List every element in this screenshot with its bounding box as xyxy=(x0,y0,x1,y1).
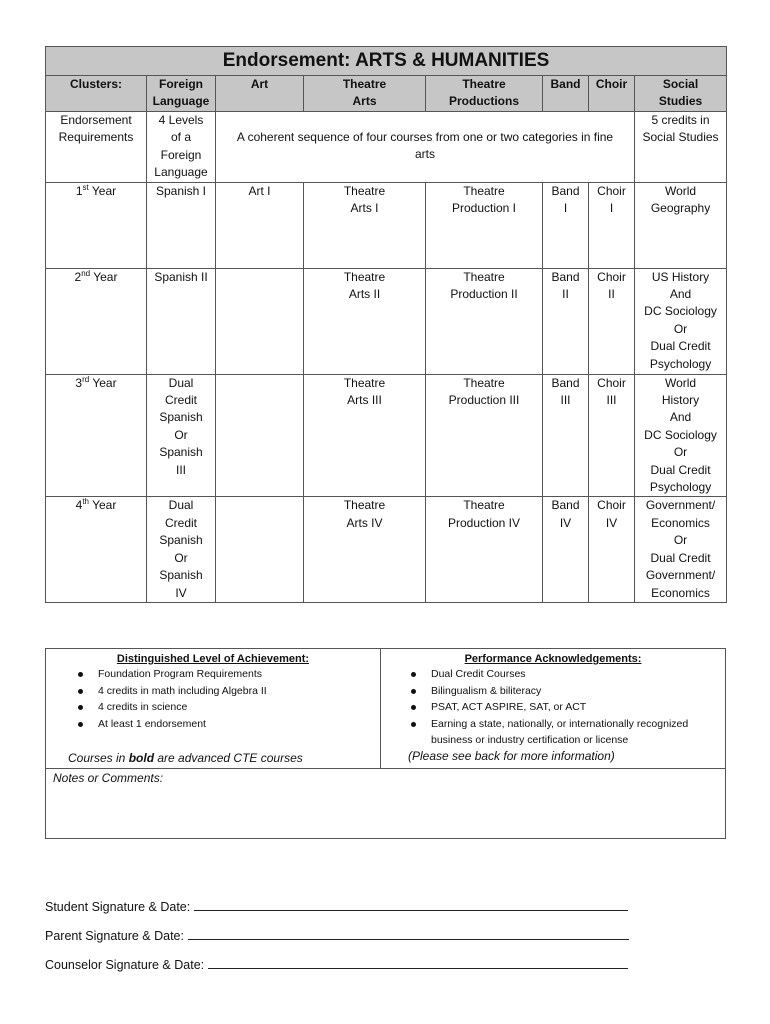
year-number: 3 xyxy=(75,375,83,390)
cell-line: And xyxy=(669,287,692,302)
year-art-cell xyxy=(216,374,304,497)
cell-line: World xyxy=(664,183,697,198)
cell-line: I xyxy=(609,201,614,216)
cell-line: Spanish xyxy=(159,533,203,548)
cell-line: And xyxy=(669,410,692,425)
list-item: Bilingualism & biliteracy xyxy=(381,683,725,700)
performance-list xyxy=(381,666,725,748)
cell-line: Economics xyxy=(651,585,710,600)
list-item: PSAT, ACT ASPIRE, SAT, or ACT xyxy=(381,699,725,716)
cell-line: Band xyxy=(551,498,580,513)
cell-line: I xyxy=(563,201,568,216)
cell-line: DC Sociology xyxy=(644,304,717,319)
cell-line: Spanish xyxy=(159,410,203,425)
cell-line: Or xyxy=(673,445,688,460)
header-choir xyxy=(589,76,635,112)
requirements-foreign-line: of a xyxy=(170,130,191,145)
year-row-3 xyxy=(46,374,727,497)
cell-line: III xyxy=(175,462,186,477)
performance-panel xyxy=(381,649,725,769)
requirements-label-line-2: Requirements xyxy=(58,130,134,145)
header-social-line-2: Studies xyxy=(658,94,703,109)
cell-line: World xyxy=(664,375,697,390)
cell-line: Production II xyxy=(450,287,518,302)
requirements-arts-line-1: A coherent sequence of four courses from one or two categories in fine xyxy=(236,130,614,144)
requirements-social-line: 5 credits in xyxy=(651,113,710,127)
cell-line: Choir xyxy=(597,183,626,198)
cell-line: Or xyxy=(174,427,188,442)
year-label xyxy=(46,268,147,374)
list-item: Foundation Program Requirements xyxy=(46,666,380,683)
cell-line: US History xyxy=(651,269,710,284)
year-social-studies-cell xyxy=(635,497,727,603)
cell-line: Arts IV xyxy=(346,515,383,530)
cell-line: Government/ xyxy=(645,498,716,513)
cte-note-pre: Courses in xyxy=(68,751,129,765)
cell-line: Or xyxy=(673,321,688,336)
requirements-fine-arts xyxy=(216,112,635,183)
year-choir-cell xyxy=(589,182,635,268)
year-choir-cell xyxy=(589,497,635,603)
cell-line: Spanish xyxy=(159,568,203,583)
cell-line: Spanish II xyxy=(154,269,208,284)
year-theatre-arts-cell xyxy=(304,182,426,268)
student-signature[interactable] xyxy=(45,899,628,914)
cell-line: Band xyxy=(551,375,580,390)
cell-line: II xyxy=(608,287,615,302)
achievement-box xyxy=(45,648,726,839)
year-word: Year xyxy=(90,269,118,284)
parent-signature-label: Parent Signature & Date: xyxy=(45,929,184,943)
year-foreign-cell xyxy=(147,182,216,268)
header-social-studies xyxy=(635,76,727,112)
year-row-2 xyxy=(46,268,727,374)
cell-line: Spanish xyxy=(159,445,203,460)
cell-line: Theatre xyxy=(343,269,386,284)
requirements-label xyxy=(46,112,147,183)
header-theatre-arts xyxy=(304,76,426,112)
header-theatre-prod-line-1: Theatre xyxy=(462,77,506,91)
year-theatre-arts-cell xyxy=(304,497,426,603)
year-social-studies-cell xyxy=(635,182,727,268)
cell-line: Government/ xyxy=(645,568,716,583)
year-choir-cell xyxy=(589,374,635,497)
cell-line: Dual Credit xyxy=(650,550,711,565)
year-art-cell xyxy=(216,497,304,603)
cell-line: Art I xyxy=(248,183,271,198)
cell-line: Theatre xyxy=(463,269,505,284)
counselor-signature-label: Counselor Signature & Date: xyxy=(45,958,205,972)
header-theatre-productions xyxy=(426,76,543,112)
header-band-label: Band xyxy=(550,77,581,91)
year-social-studies-cell xyxy=(635,374,727,497)
distinguished-title: Distinguished Level of Achievement: xyxy=(116,653,310,665)
cte-note-bold: bold xyxy=(128,751,155,765)
cell-line: II xyxy=(562,287,569,302)
year-theatre-production-cell xyxy=(426,268,543,374)
requirements-social xyxy=(635,112,727,183)
cell-line: Dual Credit xyxy=(650,339,711,354)
header-foreign-language xyxy=(147,76,216,112)
year-theatre-arts-cell xyxy=(304,374,426,497)
notes-label: Notes or Comments: xyxy=(53,771,164,785)
year-suffix: th xyxy=(82,497,89,507)
cell-line: Psychology xyxy=(649,356,712,371)
cell-line: Choir xyxy=(597,498,626,513)
cell-line: Credit xyxy=(164,515,197,530)
year-word: Year xyxy=(88,498,117,513)
page-title: Endorsement: ARTS & HUMANITIES xyxy=(46,47,727,76)
year-band-cell xyxy=(543,374,589,497)
distinguished-panel xyxy=(46,649,381,769)
header-clusters-label: Clusters: xyxy=(69,77,122,91)
cell-line: Theatre xyxy=(343,498,386,513)
header-art-label: Art xyxy=(250,77,269,91)
cell-line: Economics xyxy=(651,515,710,530)
requirements-foreign-line: Language xyxy=(154,165,208,180)
cell-line: Theatre xyxy=(463,498,505,513)
year-theatre-production-cell xyxy=(426,374,543,497)
cell-line: Spanish I xyxy=(155,183,207,198)
cell-line: Production I xyxy=(451,201,517,216)
cte-note xyxy=(68,751,303,765)
cell-line: Choir xyxy=(597,269,626,284)
cell-line: Production III xyxy=(448,393,520,408)
year-label xyxy=(46,497,147,603)
performance-note: (Please see back for more information) xyxy=(408,749,615,763)
cell-line: Arts III xyxy=(347,393,382,408)
performance-title: Performance Acknowledgements: xyxy=(464,653,642,665)
requirements-label-line-1: Endorsement xyxy=(60,113,132,127)
year-suffix: st xyxy=(82,182,89,192)
year-row-4 xyxy=(46,497,727,603)
header-foreign-line-2: Language xyxy=(152,94,210,109)
header-choir-label: Choir xyxy=(595,77,628,91)
header-social-line-1: Social xyxy=(662,77,699,91)
header-clusters xyxy=(46,76,147,112)
year-theatre-production-cell xyxy=(426,497,543,603)
list-item: 4 credits in math including Algebra II xyxy=(46,683,380,700)
year-art-cell xyxy=(216,268,304,374)
cell-line: DC Sociology xyxy=(644,427,717,442)
cte-note-post: are advanced CTE courses xyxy=(154,751,303,765)
cell-line: Credit xyxy=(164,393,197,408)
cell-line: Geography xyxy=(650,201,711,216)
requirements-row xyxy=(46,112,727,183)
counselor-signature-line[interactable] xyxy=(208,957,628,969)
header-foreign-line-1: Foreign xyxy=(159,77,203,91)
cell-line: Dual Credit xyxy=(650,462,711,477)
year-word: Year xyxy=(88,183,117,198)
cell-line: Choir xyxy=(597,375,626,390)
cell-line: Arts I xyxy=(350,201,379,216)
cell-line: Arts II xyxy=(348,287,381,302)
cell-line: Theatre xyxy=(343,375,386,390)
cell-line: History xyxy=(661,393,700,408)
year-number: 2 xyxy=(74,269,82,284)
requirements-foreign-line: Foreign xyxy=(160,147,202,162)
cell-line: Or xyxy=(673,533,688,548)
header-row xyxy=(46,76,727,112)
distinguished-list xyxy=(46,666,380,732)
cell-line: III xyxy=(560,393,571,408)
cell-line: IV xyxy=(175,585,187,600)
requirements-foreign-line: 4 Levels xyxy=(158,113,204,127)
year-theatre-arts-cell xyxy=(304,268,426,374)
cell-line: IV xyxy=(559,515,572,530)
cell-line: Dual xyxy=(168,375,194,390)
year-label xyxy=(46,374,147,497)
year-social-studies-cell xyxy=(635,268,727,374)
year-word: Year xyxy=(89,375,117,390)
cell-line: Theatre xyxy=(463,375,505,390)
year-suffix: rd xyxy=(82,374,90,384)
requirements-social-line: Social Studies xyxy=(642,130,719,145)
year-foreign-cell xyxy=(147,497,216,603)
list-item: Earning a state, nationally, or internationally recognized business or industry certification or license xyxy=(381,716,725,748)
year-number: 1 xyxy=(75,183,83,198)
cell-line: Band xyxy=(551,183,580,198)
cell-line: Psychology xyxy=(649,480,712,495)
counselor-signature[interactable] xyxy=(45,957,628,972)
year-number: 4 xyxy=(75,498,83,513)
list-item: Dual Credit Courses xyxy=(381,666,725,683)
cell-line: Dual xyxy=(168,498,194,513)
cell-line: IV xyxy=(605,515,618,530)
year-foreign-cell xyxy=(147,374,216,497)
year-band-cell xyxy=(543,268,589,374)
year-label xyxy=(46,182,147,268)
year-band-cell xyxy=(543,182,589,268)
cell-line: Theatre xyxy=(463,183,505,198)
year-art-cell xyxy=(216,182,304,268)
cell-line: III xyxy=(606,393,617,408)
parent-signature[interactable] xyxy=(45,928,629,943)
year-foreign-cell xyxy=(147,268,216,374)
cell-line: Band xyxy=(551,269,580,284)
list-item: 4 credits in science xyxy=(46,699,380,716)
cell-line: Or xyxy=(174,550,188,565)
cell-line: Theatre xyxy=(343,183,386,198)
header-theatre-arts-line-1: Theatre xyxy=(342,77,387,91)
header-theatre-prod-line-2: Productions xyxy=(448,94,519,109)
list-item: At least 1 endorsement xyxy=(46,716,380,733)
year-theatre-production-cell xyxy=(426,182,543,268)
endorsement-table xyxy=(45,46,727,603)
year-choir-cell xyxy=(589,268,635,374)
student-signature-line[interactable] xyxy=(194,899,628,911)
parent-signature-line[interactable] xyxy=(188,928,629,940)
student-signature-label: Student Signature & Date: xyxy=(45,900,191,914)
year-band-cell xyxy=(543,497,589,603)
year-suffix: nd xyxy=(81,268,91,278)
year-row-1 xyxy=(46,182,727,268)
header-art xyxy=(216,76,304,112)
requirements-foreign xyxy=(147,112,216,183)
cell-line: Production IV xyxy=(447,515,521,530)
header-theatre-arts-line-2: Arts xyxy=(352,94,377,109)
requirements-arts-line-2: arts xyxy=(414,147,435,162)
header-band xyxy=(543,76,589,112)
